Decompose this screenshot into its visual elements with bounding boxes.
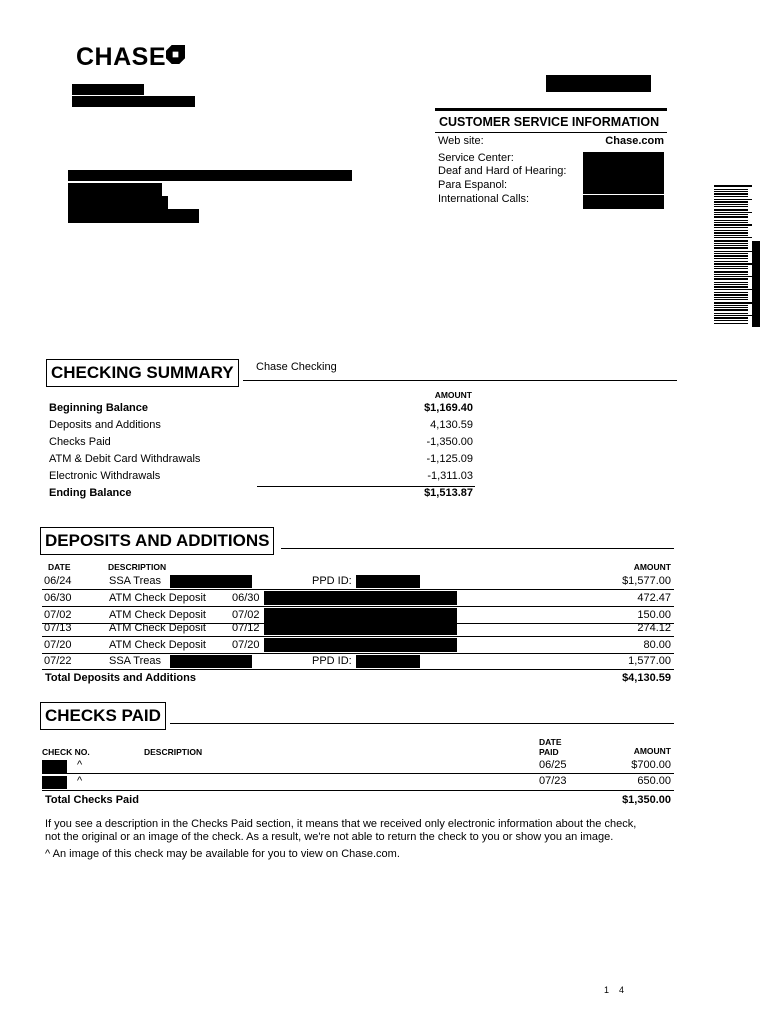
summary-label: Deposits and Additions [49, 419, 161, 431]
deposit-description: SSA Treas [109, 655, 161, 667]
deposit-date: 07/02 [44, 609, 72, 621]
page-total: 4 [619, 985, 625, 995]
deposits-date-header: DATE [48, 562, 71, 572]
deposits-amount-header: AMOUNT [633, 562, 671, 572]
redacted-deposit-detail [264, 638, 457, 652]
deposit-description: ATM Check Deposit [109, 622, 206, 634]
check-image-marker: ^ [77, 759, 83, 771]
page-number: 1 [604, 985, 610, 995]
deposit-amount: 472.47 [637, 592, 671, 604]
redacted-account [546, 75, 651, 92]
cs-international-label: International Calls: [438, 193, 530, 205]
checks-note-line1: If you see a description in the Checks Paid section, it means that we received only electronic information about the check, [45, 818, 637, 830]
summary-amount: -1,311.03 [427, 470, 473, 482]
deposit-description: ATM Check Deposit [109, 639, 206, 651]
summary-amount-header: AMOUNT [434, 390, 472, 400]
checks-checkno-header: CHECK NO. [42, 747, 90, 757]
summary-amount: $1,513.87 [424, 487, 473, 499]
deposit-ppd: PPD ID: [312, 655, 352, 667]
redacted-phone-2 [583, 166, 664, 194]
cs-espanol-label: Para Espanol: [438, 179, 508, 191]
checks-total-row [42, 792, 674, 809]
deposit-date2: 07/20 [232, 639, 260, 651]
redacted-mailing-line2 [68, 183, 162, 196]
deposit-amount: 274.12 [637, 622, 671, 634]
deposit-amount: $1,577.00 [622, 575, 671, 587]
summary-row-beginning [49, 402, 475, 419]
checks-description-header: DESCRIPTION [144, 747, 203, 757]
deposit-ppd: PPD ID: [312, 575, 352, 587]
summary-label: ATM & Debit Card Withdrawals [49, 453, 201, 465]
checks-total-label: Total Checks Paid [45, 794, 139, 806]
deposit-date: 07/20 [44, 639, 72, 651]
checks-paid-title: CHECKS PAID [40, 702, 166, 730]
summary-row-ending [49, 487, 475, 504]
deposit-amount: 80.00 [643, 639, 671, 651]
redacted-ppd-id [356, 655, 420, 668]
summary-row-checks [49, 436, 475, 453]
check-row [42, 757, 674, 774]
check-amount: $700.00 [631, 759, 671, 771]
checks-total-amount: $1,350.00 [622, 794, 671, 806]
checks-note [45, 818, 685, 861]
summary-table [49, 402, 475, 504]
redacted-check-number [42, 760, 67, 773]
deposit-date2: 07/02 [232, 609, 260, 621]
cs-website-label: Web site: [438, 135, 484, 147]
checks-note-line3: ^ An image of this check may be available for you to view on Chase.com. [45, 848, 400, 860]
summary-label: Beginning Balance [49, 402, 149, 414]
redacted-deposit-detail [264, 621, 457, 635]
summary-amount: 4,130.59 [430, 419, 473, 431]
summary-row-electronic [49, 470, 475, 487]
chase-octagon-icon [166, 45, 185, 64]
cs-service-center-label: Service Center: [438, 152, 514, 164]
redacted-name [72, 84, 144, 95]
checks-date-header-2: PAID [539, 747, 559, 757]
checking-summary-title: CHECKING SUMMARY [46, 359, 239, 387]
barcode-graphic [714, 185, 768, 328]
summary-row-atm [49, 453, 475, 470]
summary-label: Checks Paid [49, 436, 111, 448]
deposit-description: ATM Check Deposit [109, 609, 206, 621]
checks-note-line2: not the original or an image of the check. As a result, we're not able to return the check to you or show you an image. [45, 831, 614, 843]
summary-amount: -1,125.09 [426, 453, 473, 465]
deposits-total-amount: $4,130.59 [622, 672, 671, 684]
summary-label: Electronic Withdrawals [49, 470, 161, 482]
redacted-ppd-id [356, 575, 420, 588]
deposits-total-label: Total Deposits and Additions [45, 672, 196, 684]
redacted-mailing-line3 [68, 196, 168, 209]
redacted-check-number [42, 776, 67, 789]
account-type-label: Chase Checking [256, 361, 337, 373]
check-date-paid: 07/23 [539, 775, 567, 787]
cs-website-value[interactable]: Chase.com [605, 135, 664, 147]
deposit-description: SSA Treas [109, 575, 161, 587]
deposit-amount: 1,577.00 [628, 655, 671, 667]
redacted-phone-1 [583, 152, 664, 166]
redacted-phone-3 [583, 195, 664, 209]
redacted-deposit-detail [264, 591, 457, 605]
deposit-amount: 150.00 [637, 609, 671, 621]
check-image-marker: ^ [77, 775, 83, 787]
deposit-date: 07/22 [44, 655, 72, 667]
check-amount: 650.00 [637, 775, 671, 787]
deposit-date: 06/24 [44, 575, 72, 587]
redacted-deposit-detail [170, 655, 252, 668]
checks-amount-header: AMOUNT [633, 746, 671, 756]
redacted-deposit-detail [170, 575, 252, 588]
customer-service-box [435, 108, 667, 133]
summary-label: Ending Balance [49, 487, 132, 499]
summary-amount: $1,169.40 [424, 402, 473, 414]
summary-row-deposits [49, 419, 475, 436]
redacted-mailing-line1 [68, 170, 352, 181]
cs-deaf-label: Deaf and Hard of Hearing: [438, 165, 567, 177]
chase-logo-text: CHASE [76, 43, 167, 71]
check-date-paid: 06/25 [539, 759, 567, 771]
deposits-total-row [42, 670, 674, 687]
customer-service-title: CUSTOMER SERVICE INFORMATION [435, 108, 667, 133]
deposit-date: 06/30 [44, 592, 72, 604]
deposit-date: 07/13 [44, 622, 72, 634]
checks-date-header-1: DATE [539, 737, 562, 747]
deposit-description: ATM Check Deposit [109, 592, 206, 604]
redacted-mailing-line4 [68, 209, 199, 223]
summary-amount: -1,350.00 [426, 436, 473, 448]
deposits-title: DEPOSITS AND ADDITIONS [40, 527, 274, 555]
check-row [42, 773, 674, 790]
redacted-address [72, 96, 195, 107]
deposit-date2: 06/30 [232, 592, 260, 604]
deposit-date2: 07/12 [232, 622, 260, 634]
deposits-description-header: DESCRIPTION [108, 562, 167, 572]
